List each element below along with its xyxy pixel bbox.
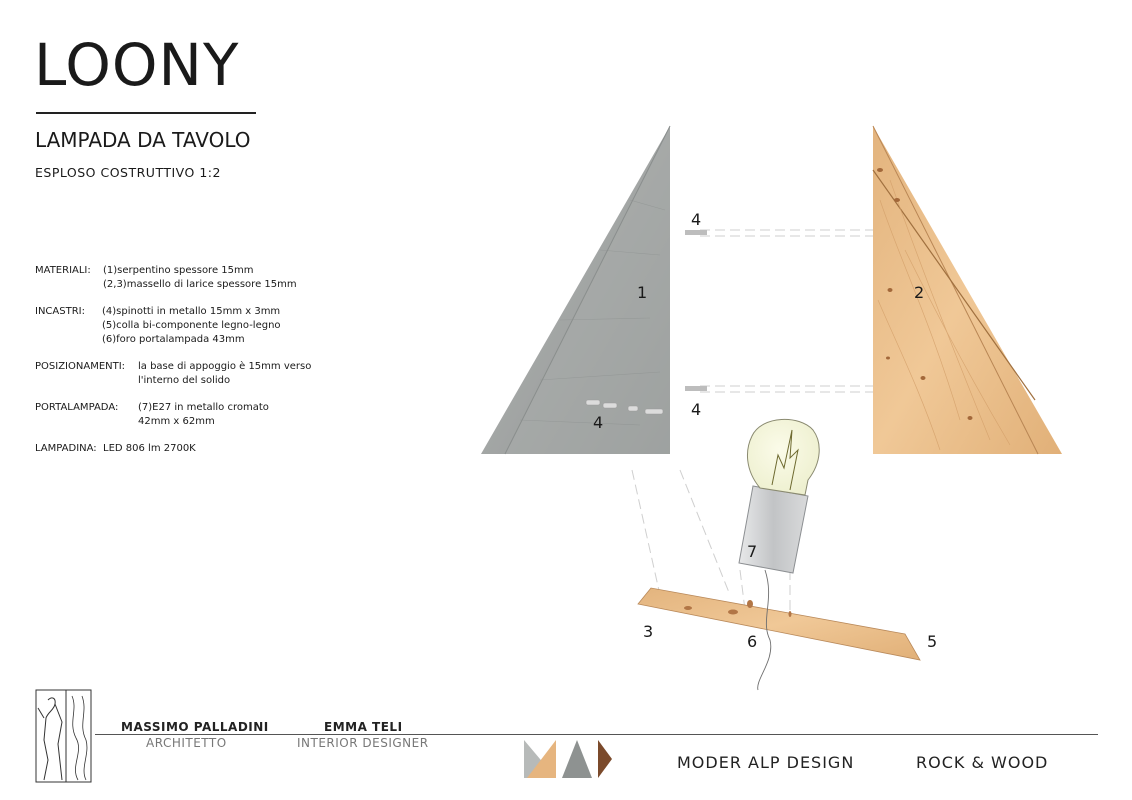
label-part-7: 7 (747, 542, 758, 561)
label-part-4-bottom: 4 (691, 400, 702, 419)
designer-1-name: MASSIMO PALLADINI (121, 720, 269, 734)
spec-label: POSIZIONAMENTI: (35, 361, 126, 372)
label-part-4-stone: 4 (593, 413, 604, 432)
spec-value: (1)serpentino spessore 15mm (103, 265, 254, 276)
label-part-5: 5 (927, 632, 938, 651)
designer-2-role: INTERIOR DESIGNER (297, 736, 429, 750)
spec-label: LAMPADINA: (35, 443, 97, 454)
spec-label: INCASTRI: (35, 306, 85, 317)
page-title: LOONY (34, 31, 240, 99)
spec-value: (4)spinotti in metallo 15mm x 3mm (102, 306, 281, 317)
spec-value: (7)E27 in metallo cromato (138, 402, 269, 413)
collection-name: ROCK & WOOD (916, 753, 1049, 772)
light-bulb (747, 419, 819, 495)
spec-label: PORTALAMPADA: (35, 402, 119, 413)
spec-value: 42mm x 62mm (138, 416, 215, 427)
spec-value: (5)colla bi-componente legno-legno (102, 320, 281, 331)
spec-value: l'interno del solido (138, 375, 231, 386)
brand-name: MODER ALP DESIGN (677, 753, 855, 772)
spec-value: (2,3)massello di larice spessore 15mm (103, 279, 297, 290)
designer-2-name: EMMA TELI (324, 720, 403, 734)
wood-panel (873, 126, 1062, 454)
dowel-top (685, 230, 707, 235)
spec-label: MATERIALI: (35, 265, 91, 276)
label-part-3: 3 (643, 622, 654, 641)
spec-value: la base di appoggio è 15mm verso (138, 361, 312, 372)
spec-value: LED 806 lm 2700K (103, 443, 196, 454)
label-part-2: 2 (914, 283, 925, 302)
page-subtitle: LAMPADA DA TAVOLO (35, 128, 251, 152)
base-plank (638, 588, 920, 660)
label-part-6: 6 (747, 632, 758, 651)
label-part-4-top: 4 (691, 210, 702, 229)
dowel-bottom (685, 386, 707, 391)
spec-value: (6)foro portalampada 43mm (102, 334, 245, 345)
footer-divider (95, 734, 1098, 735)
label-part-1: 1 (637, 283, 648, 302)
designer-1-role: ARCHITETTO (146, 736, 227, 750)
drawing-scale: ESPLOSO COSTRUTTIVO 1:2 (35, 165, 221, 180)
